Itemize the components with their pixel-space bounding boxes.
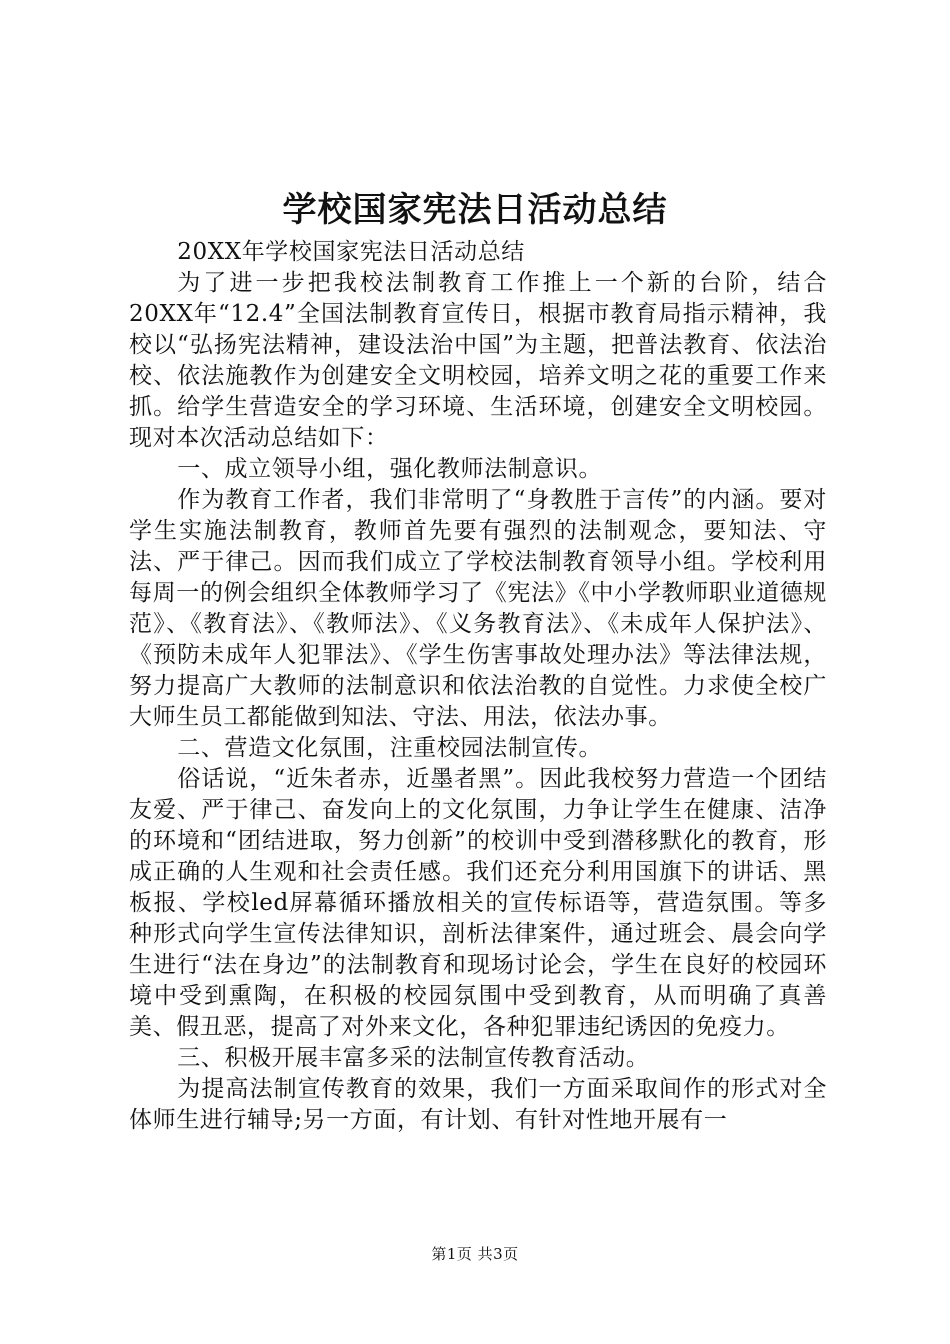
paragraph-section-2: 俗话说，“近朱者赤，近墨者黑”。因此我校努力营造一个团结友爱、严于律己、奋发向上的文化氛围，力争让学生在健康、洁净的环境和“团结进取，努力创新”的校训中受到潜移默化的教育，形成正确的人生观和社会责任感。我们还充分利用国旗下的讲话、黑板报、学校led屏幕循环播放相关的宣传标语等，营造氛围。等多种形式向学生宣传法律知识，剖析法律案件，通过班会、晨会向学生进行“法在身边”的法制教育和现场讨论会，学生在良好的校园环境中受到熏陶，在积极的校园氛围中受到教育，从而明确了真善美、假丑恶，提高了对外来文化，各种犯罪违纪诱因的免疫力。 [129, 766, 827, 1040]
section-heading-2: 二、营造文化氛围，注重校园法制宣传。 [177, 735, 603, 761]
section-heading-3: 三、积极开展丰富多采的法制宣传教育活动。 [177, 1045, 650, 1071]
paragraph-subtitle: 20XX年学校国家宪法日活动总结 [177, 239, 525, 265]
page-number-footer: 第1页 共3页 [431, 1245, 519, 1263]
paragraph-section-1: 作为教育工作者，我们非常明了“身教胜于言传”的内涵。要对学生实施法制教育，教师首先要有强烈的法制观念，要知法、守法、严于律己。因而我们成立了学校法制教育领导小组。学校利用每周一的例会组织全体教师学习了《宪法》《中小学教师职业道德规范》、《教育法》、《教师法》、《义务教育法》、《未成年人保护法》、《预防未成年人犯罪法》、《学生伤害事故处理办法》等法律法规，努力提高广大教师的法制意识和依法治教的自觉性。力求使全校广大师生员工都能做到知法、守法、用法，依法办事。 [129, 487, 827, 730]
section-heading-1: 一、成立领导小组，强化教师法制意识。 [177, 456, 603, 482]
paragraph-section-3: 为提高法制宣传教育的效果，我们一方面采取间作的形式对全体师生进行辅导;另一方面，有计划、有针对性地开展有一 [129, 1076, 827, 1133]
document-body [129, 237, 827, 1136]
document-title: 学校国家宪法日活动总结 [282, 190, 668, 230]
paragraph-intro: 为了进一步把我校法制教育工作推上一个新的台阶，结合20XX年“12.4”全国法制教育宣传日，根据市教育局指示精神，我校以“弘扬宪法精神，建设法治中国”为主题，把普法教育、依法治校、依法施教作为创建安全文明校园，培养文明之花的重要工作来抓。给学生营造安全的学习环境、生活环境，创建安全文明校园。现对本次活动总结如下： [129, 270, 827, 451]
